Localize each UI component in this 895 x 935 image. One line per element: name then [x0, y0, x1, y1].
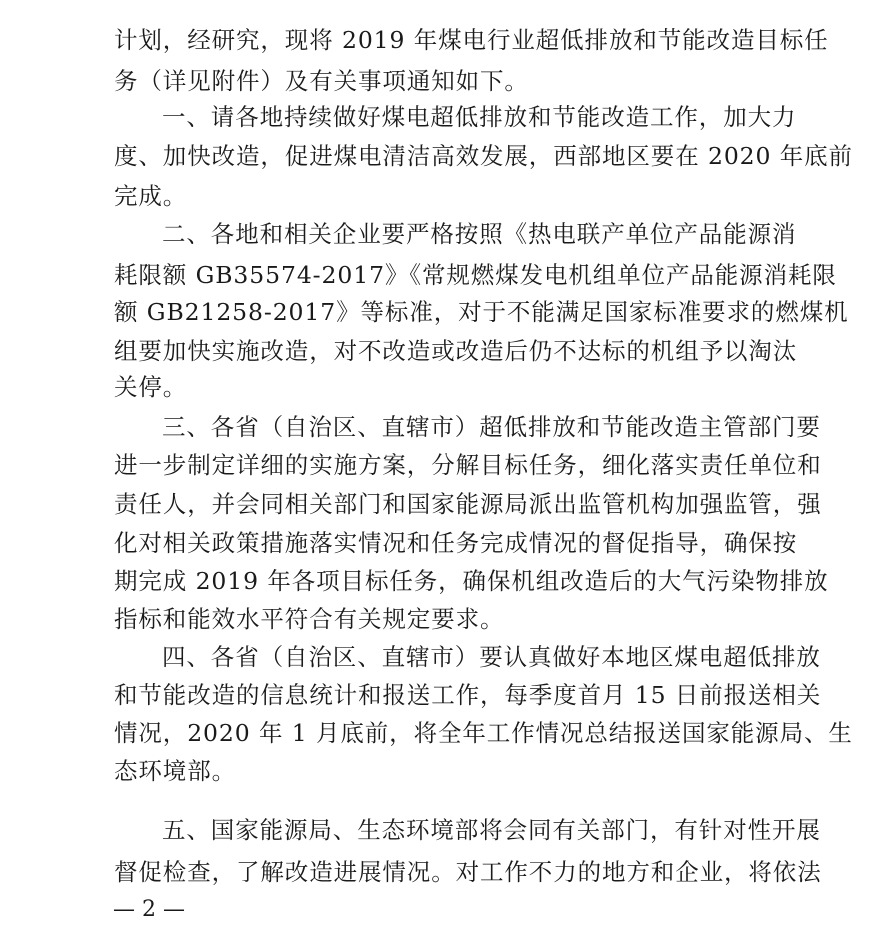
text-line-5: 完成。 — [114, 181, 188, 210]
text-line-1: 计划，经研究，现将 2019 年煤电行业超低排放和节能改造目标任 — [114, 26, 829, 54]
text-line-7: 耗限额 GB35574-2017》《常规燃煤发电机组单位产品能源消耗限 — [114, 260, 837, 289]
text-line-15: 期完成 2019 年各项目标任务，确保机组改造后的大气污染物排放 — [114, 566, 829, 595]
text-line-4: 度、加快改造，促进煤电清洁高效发展，西部地区要在 2020 年底前 — [114, 142, 853, 171]
text-line-6: 二、各地和相关企业要严格按照《热电联产单位产品能源消 — [162, 220, 797, 249]
text-line-2: 务（详见附件）及有关事项通知如下。 — [114, 66, 529, 95]
text-line-11: 三、各省（自治区、直辖市）超低排放和节能改造主管部门要 — [162, 413, 821, 441]
text-line-21: 五、国家能源局、生态环境部将会同有关部门，有针对性开展 — [162, 816, 821, 844]
text-line-3: 一、请各地持续做好煤电超低排放和节能改造工作，加大力 — [162, 102, 797, 131]
text-line-12: 进一步制定详细的实施方案，分解目标任务，细化落实责任单位和 — [114, 450, 822, 479]
text-line-9: 组要加快实施改造，对不改造或改造后仍不达标的机组予以淘汰 — [114, 336, 798, 365]
text-line-17: 四、各省（自治区、直辖市）要认真做好本地区煤电超低排放 — [162, 642, 821, 671]
text-line-14: 化对相关政策措施落实情况和任务完成情况的督促指导，确保按 — [114, 529, 798, 558]
text-line-10: 关停。 — [114, 373, 188, 402]
text-line-13: 责任人，并会同相关部门和国家能源局派出监管机构加强监管，强 — [114, 490, 822, 519]
text-line-20: 态环境部。 — [114, 756, 236, 785]
text-line-18: 和节能改造的信息统计和报送工作，每季度首月 15 日前报送相关 — [114, 681, 822, 710]
text-line-22: 督促检查，了解改造进展情况。对工作不力的地方和企业，将依法 — [114, 858, 822, 886]
text-line-8: 额 GB21258-2017》等标准，对于不能满足国家标准要求的燃煤机 — [114, 297, 849, 326]
text-line-16: 指标和能效水平符合有关规定要求。 — [114, 604, 505, 633]
page-number: — 2 — — [113, 897, 185, 922]
text-line-19: 情况，2020 年 1 月底前，将全年工作情况总结报送国家能源局、生 — [114, 719, 853, 747]
